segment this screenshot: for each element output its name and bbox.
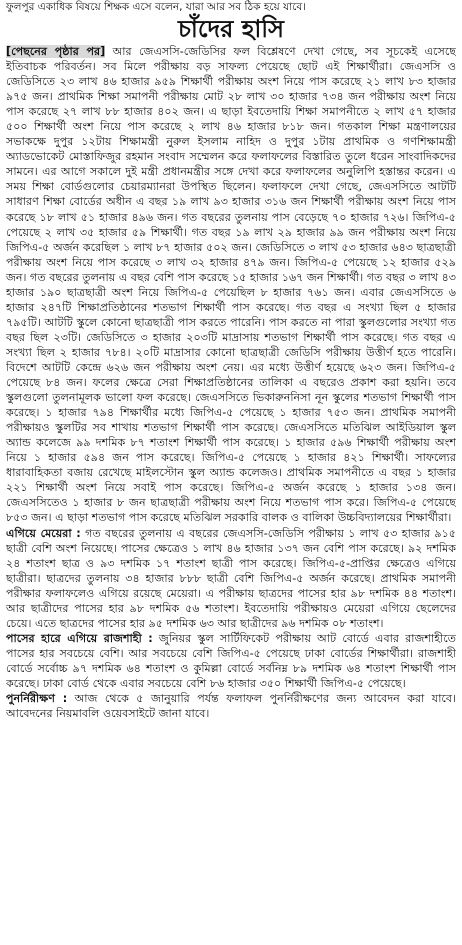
- subheading-girls-ahead: এগিয়ে মেয়েরা :: [6, 526, 81, 540]
- subheading-rajshahi: পাসের হারে এগিয়ে রাজশাহী :: [6, 631, 153, 645]
- paragraph-reexamination: [6, 691, 456, 721]
- subheading-reexamination: পুনর্নিরীক্ষণ :: [6, 692, 68, 706]
- continued-from-label: [পেছনের পৃষ্ঠার পর]: [6, 45, 106, 58]
- article-body: [6, 44, 456, 942]
- paragraph-rajshahi: [6, 631, 456, 691]
- paragraph-text: আজ থেকে ৫ জানুয়ারি পর্যন্ত ফলাফল পুনর্নিরীক্ষণের জন্য আবেদন করা যাবে। আবেদনের নিয়মাবলি ওয়েবসাইটে জানা যাবে।: [6, 692, 456, 721]
- paragraph-text: গত বছরের তুলনায় এ বছরের জেএসসি-জেডিসি পরীক্ষায় ১ লাখ ৫৩ হাজার ৯১৫ ছাত্রী বেশি অংশ নিয়েছে। পাসের ক্ষেত্রেও ১ লাখ ৪৬ হাজার ১৩৭ জন বেশি পাস করেছে। ৯২ দশমিক ২৪ শতাংশ ছাত্র ও ৯৩ দশমিক ১৭ শতাংশ ছাত্রী পাস করেছে। জিপিএ-৫-প্রাপ্তির ক্ষেত্রেও এগিয়ে ছাত্রীরা। ছাত্রদের তুলনায় ৩৪ হাজার ৮৮৮ ছাত্রী বেশি জিপিএ-৫ অর্জন করেছে। প্রাথমিক সমাপনী পরীক্ষার ফলাফলেও এগিয়ে রয়েছে মেয়েরা। এ পরীক্ষায় ছাত্রদের পাসের হার ৯৮ দশমিক ৪৪ শতাংশ। আর ছাত্রীদের পাসের হার ৯৮ দশমিক ৫৬ শতাংশ। ইবতেদায়ি পরীক্ষায়ও মেয়েরা এগিয়ে ছেলেদের চেয়ে। এতে ছাত্রদের পাসের হার ৯৫ দশমিক ৬৩ আর ছাত্রীদের ৯৬ দশমিক ০৮ শতাংশ।: [6, 526, 456, 630]
- paragraph-text: জুনিয়র স্কুল সার্টিফিকেট পরীক্ষায় আট বোর্ডে এবার রাজশাহীতে পাসের হার সবচেয়ে বেশি। আর সবচেয়ে বেশি জিপিএ-৫ পেয়েছে ঢাকা বোর্ডের শিক্ষার্থীরা। রাজশাহী বোর্ডে সর্বোচ্চ ৯৭ দশমিক ৬৪ শতাংশ ও কুমিল্লা বোর্ডে সর্বনিম্ন ৮৯ দশমিক ৬৪ শতাংশ শিক্ষার্থী পাস করেছে। ঢাকা বোর্ড থেকে এবার সবচেয়ে বেশি ৮৬ হাজার ৩৫০ শিক্ষার্থী জিপিএ-৫ পেয়েছে।: [6, 631, 456, 690]
- paragraph-text: আর জেএসসি-জেডিসির ফল বিশ্লেষণে দেখা গেছে, সব সূচকেই এসেছে ইতিবাচক পরিবর্তন। সব মিলে পরীক্ষায় বড় সাফল্য পেয়েছে ছোট এই শিক্ষার্থীরা। জেএসসি ও জেডিসিতে ২৩ লাখ ৪৬ হাজার ৯৫৯ শিক্ষার্থী পরীক্ষায় অংশ নিয়ে পাস করেছে ২১ লাখ ৮৩ হাজার ৯৭৫ জন। প্রাথমিক শিক্ষা সমাপনী পরীক্ষায় মোট ২৮ লাখ ৩০ হাজার ৭৩৪ জন পরীক্ষায় অংশ নিয়ে পাস করেছে ২৭ লাখ ৮৮ হাজার ৪০২ জন। এ ছাড়া ইবতেদায়ি শিক্ষা সমাপনীতে ২ লাখ ৫৭ হাজার ৫০০ শিক্ষার্থী অংশ নিয়ে পাস করেছে ২ লাখ ৪৬ হাজার ৮১৮ জন। গতকাল শিক্ষা মন্ত্রণালয়ের সভাকক্ষে দুপুর ১২টায় শিক্ষামন্ত্রী নুরুল ইসলাম নাহিদ ও দুপুর ১টায় প্রাথমিক ও গণশিক্ষামন্ত্রী অ্যাডভোকেট মোস্তাফিজুর রহমান সংবাদ সম্মেলন করে ফলাফলের বিস্তারিত তুলে ধরেন সাংবাদিকদের সামনে। এর আগে সকালে দুই মন্ত্রী প্রধানমন্ত্রীর সঙ্গে দেখা করে ফলাফলের অনুলিপি হস্তান্তর করেন। এ সময় শিক্ষা বোর্ডগুলোর চেয়ারম্যানরা উপস্থিত ছিলেন। ফলাফলে দেখা গেছে, জেএসসিতে আটটি সাধারণ শিক্ষা বোর্ডের অধীন এ বছর ১৯ লাখ ৯৩ হাজার ৩১৬ জন শিক্ষার্থী পরীক্ষায় অংশ নিয়ে পাস করেছে ১৮ লাখ ৫১ হাজার ৪৯৬ জন। গত বছরের তুলনায় পাস বেড়েছে ৭০ হাজার ৭২৬। জিপিএ-৫ পেয়েছে ২ লাখ ৩৫ হাজার ৫৯ শিক্ষার্থী। গত বছর ১৯ লাখ ২৯ হাজার ৯৯ জন পরীক্ষায় অংশ নিয়ে জিপিএ-৫ অর্জন করেছিল ১ লাখ ৮৭ হাজার ৫০২ জন। জেডিসিতে ৩ লাখ ৫৩ হাজার ৬৪৩ ছাত্রছাত্রী পরীক্ষায় অংশ নিয়ে পাস করেছে ৩ লাখ ৩২ হাজার ৪৭৯ জন। জিপিএ-৫ পেয়েছে ১২ হাজার ৫২৯ জন। গত বছরের তুলনায় এ বছর বেশি পাস করেছে ১৫ হাজার ১৬৭ জন শিক্ষার্থী। গত বছর ৩ লাখ ৪৩ হাজার ১৯০ ছাত্রছাত্রী অংশ নিয়ে জিপিএ-৫ পেয়েছিল ৮ হাজার ৭৬১ জন। এবার জেএসসিতে ৬ হাজার ২৪৭টি শিক্ষাপ্রতিষ্ঠানের শতভাগ শিক্ষার্থী পাস করেছে। গত বছর এ সংখ্যা ছিল ৫ হাজার ৭৯৫টি। আটটি স্কুলে কোনো ছাত্রছাত্রী পাস করতে পারেনি। পাস করতে না পারা স্কুলগুলোর সংখ্যা গত বছর ছিল ২৩টি। জেডিসিতে ৩ হাজার ২০৩টি মাদ্রাসায় শতভাগ শিক্ষার্থী পাস করেছে। গত বছর এ সংখ্যা ছিল ২ হাজার ৭৮৪। ২০টি মাদ্রাসার কোনো ছাত্রছাত্রী জেডিসি পরীক্ষায় উত্তীর্ণ হতে পারেনি। বিদেশে আটটি কেন্দ্রে ৬২৬ জন পরীক্ষায় অংশ নেয়। এর মধ্যে উত্তীর্ণ হয়েছে ৬২৩ জন। জিপিএ-৫ পেয়েছে ৮৪ জন। ফলের ক্ষেত্রে সেরা শিক্ষাপ্রতিষ্ঠানের তালিকা এ বছরেও প্রকাশ করা হয়নি। তবে স্কুলগুলো তুলনামূলক ভালো ফল করেছে। জেএসসিতে ভিকারুননিসা নূন স্কুলের শতভাগ শিক্ষার্থী পাস করেছে। ১ হাজার ৭৯৪ শিক্ষার্থীর মধ্যে জিপিএ-৫ পেয়েছে ১ হাজার ৭৫৩ জন। প্রাথমিক সমাপনী পরীক্ষায়ও স্কুলটির সব শাখায় শতভাগ শিক্ষার্থী পাস করেছে। জেএসসিতে মতিঝিল আইডিয়াল স্কুল অ্যান্ড কলেজে ৯৯ দশমিক ৮৭ শতাংশ শিক্ষার্থী পাস করেছে। ১ হাজার ৫৯৬ শিক্ষার্থী পরীক্ষায় অংশ নিয়ে ১ হাজার ৫৯৪ জন পাস করেছে। জিপিএ-৫ পেয়েছে ১ হাজার ৪২১ শিক্ষার্থী। সাফল্যের ধারাবাহিকতা বজায় রেখেছে মাইলস্টোন স্কুল অ্যান্ড কলেজও। প্রাথমিক সমাপনীতে এ বছর ১ হাজার ২২১ শিক্ষার্থী অংশ নিয়ে সবাই পাস করেছে। জিপিএ-৫ অর্জন করেছে ১ হাজার ১৩৪ জন। জেএসসিতেও ১ হাজার ৮ জন ছাত্রছাত্রী পরীক্ষায় অংশ নিয়ে শতভাগ পাস করে। জিপিএ-৫ পেয়েছে ৮৫৩ জন। এ ছাড়া শতভাগ পাস করেছে মতিঝিল সরকারি বালক ও বালিকা উচ্চবিদ্যালয়ের শিক্ষার্থীরা।: [6, 45, 456, 525]
- paragraph-intro: [6, 44, 456, 526]
- paragraph-girls-ahead: [6, 526, 456, 631]
- previous-article-tail: ফুলপুর একাধিক বিষয়ে শিক্ষক এসে বলেন, যারা আর সব ঠিক হয়ে যাবে।: [6, 1, 306, 13]
- headline: চাঁদের হাসি: [177, 15, 284, 43]
